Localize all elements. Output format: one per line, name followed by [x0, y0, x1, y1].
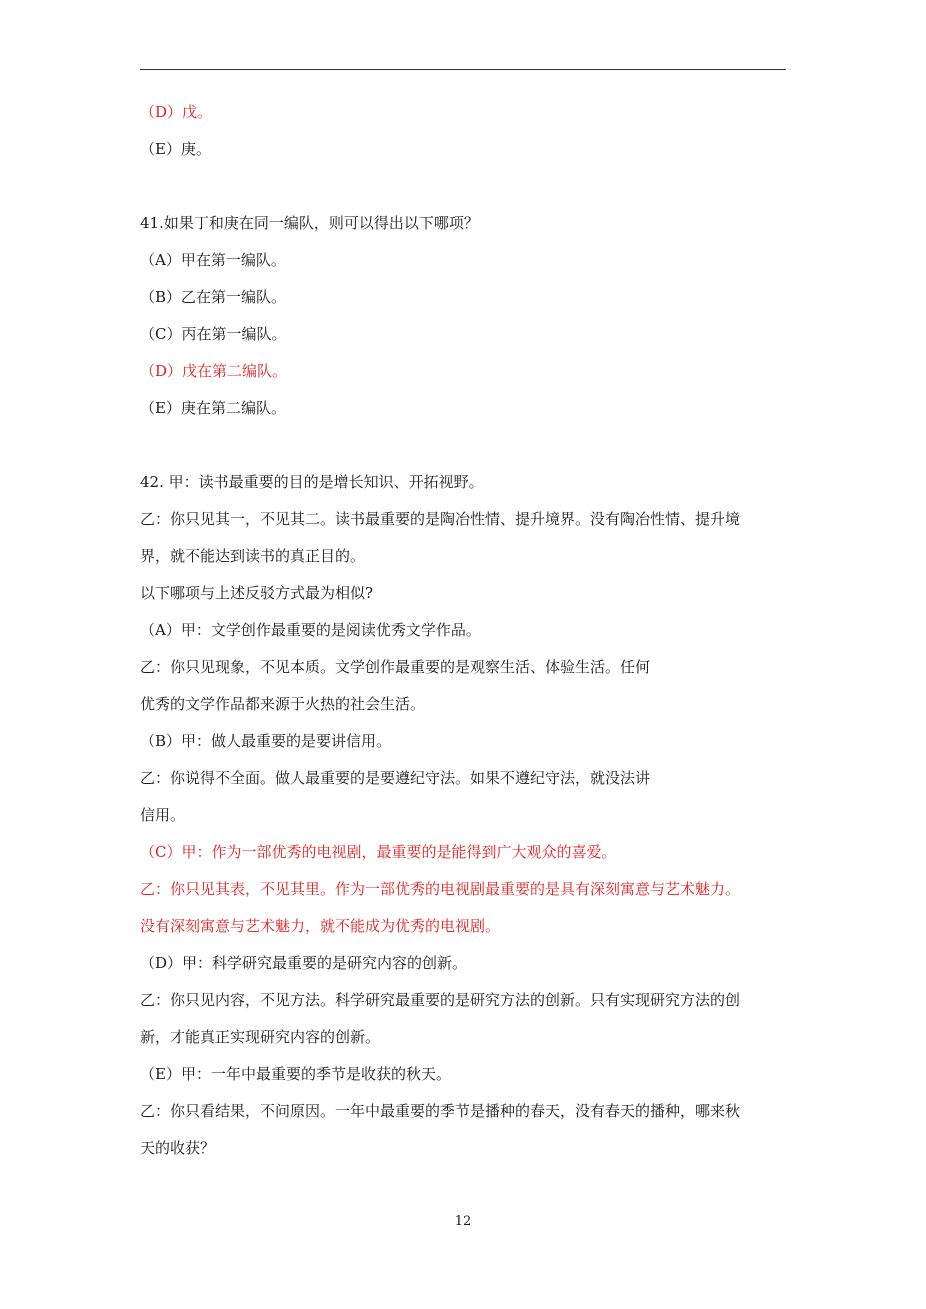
q42-option-b-line: 信用。 [140, 806, 186, 824]
q42-option-b: （B）甲：做人最重要的是要讲信用。 [140, 732, 392, 750]
q41-option-b: （B）乙在第一编队。 [140, 288, 287, 306]
q42-option-d-line: 乙：你只见内容，不见方法。科学研究最重要的是研究方法的创新。只有实现研究方法的创 [140, 991, 741, 1009]
question-42: 42. 甲：读书最重要的目的是增长知识、开拓视野。 [140, 473, 484, 491]
q42-option-a-line: 乙：你只见现象，不见本质。文学创作最重要的是观察生活、体验生活。任何 [140, 658, 651, 676]
q42-stem-line: 乙：你只见其一，不见其二。读书最重要的是陶冶性情、提升境界。没有陶冶性情、提升境 [140, 510, 741, 528]
q42-option-c-answer: （C）甲：作为一部优秀的电视剧，最重要的是能得到广大观众的喜爱。 [140, 843, 617, 861]
q42-option-a: （A）甲：文学创作最重要的是阅读优秀文学作品。 [140, 621, 481, 639]
q41-option-a: （A）甲在第一编队。 [140, 251, 286, 269]
q41-option-d-answer: （D）戊在第二编队。 [140, 362, 288, 380]
q42-option-d-line: 新，才能真正实现研究内容的创新。 [140, 1028, 381, 1046]
q42-option-b-line: 乙：你说得不全面。做人最重要的是要遵纪守法。如果不遵纪守法，就没法讲 [140, 769, 651, 787]
option-d-answer: （D）戊。 [140, 103, 213, 121]
q42-option-e-line: 乙：你只看结果，不问原因。一年中最重要的季节是播种的春天，没有春天的播种，哪来秋 [140, 1102, 741, 1120]
question-41: 41.如果丁和庚在同一编队，则可以得出以下哪项？ [140, 214, 479, 232]
q42-option-c-answer-line: 没有深刻寓意与艺术魅力，就不能成为优秀的电视剧。 [140, 917, 501, 935]
q42-stem-line: 界，就不能达到读书的真正目的。 [140, 547, 366, 565]
q42-option-c-answer-line: 乙：你只见其表，不见其里。作为一部优秀的电视剧最重要的是具有深刻寓意与艺术魅力。 [140, 880, 741, 898]
q42-prompt: 以下哪项与上述反驳方式最为相似? [140, 584, 374, 602]
q42-option-a-line: 优秀的文学作品都来源于火热的社会生活。 [140, 695, 426, 713]
header-rule [140, 69, 786, 70]
page-number: 12 [454, 1214, 472, 1229]
q42-option-d: （D）甲：科学研究最重要的是研究内容的创新。 [140, 954, 468, 972]
option-e: （E）庚。 [140, 140, 211, 158]
q42-option-e-line: 天的收获？ [140, 1139, 216, 1157]
q41-option-c: （C）丙在第一编队。 [140, 325, 287, 343]
q42-option-e: （E）甲：一年中最重要的季节是收获的秋天。 [140, 1065, 451, 1083]
q41-option-e: （E）庚在第二编队。 [140, 399, 286, 417]
